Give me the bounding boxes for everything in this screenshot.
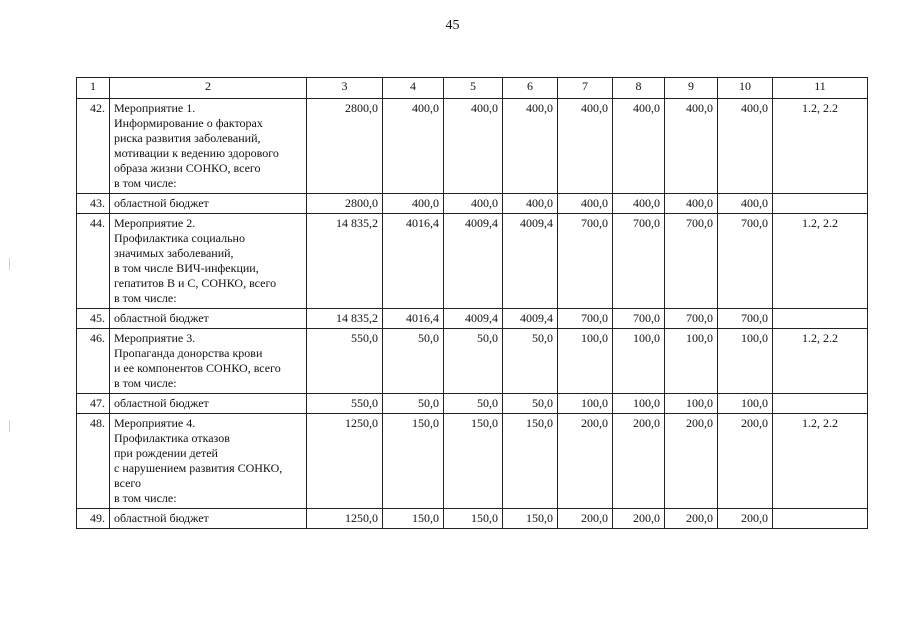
- table-row: [77, 509, 868, 529]
- reference-cell: 1.2, 2.2: [773, 329, 868, 394]
- value-cell: 400,0: [383, 99, 444, 194]
- value-cell: 400,0: [558, 99, 613, 194]
- value-cell: 700,0: [665, 214, 718, 309]
- column-header: 4: [383, 78, 444, 99]
- value-cell: 700,0: [718, 309, 773, 329]
- value-cell: 400,0: [665, 194, 718, 214]
- value-cell: 150,0: [444, 414, 503, 509]
- row-number: 43.: [77, 194, 110, 214]
- value-cell: 1250,0: [307, 414, 383, 509]
- value-cell: 200,0: [613, 509, 665, 529]
- budget-table: [76, 77, 868, 529]
- value-cell: 400,0: [718, 194, 773, 214]
- value-cell: 200,0: [718, 509, 773, 529]
- column-header: 6: [503, 78, 558, 99]
- reference-cell: [773, 309, 868, 329]
- value-cell: 700,0: [558, 309, 613, 329]
- value-cell: 400,0: [665, 99, 718, 194]
- reference-cell: 1.2, 2.2: [773, 214, 868, 309]
- column-header: 8: [613, 78, 665, 99]
- row-number: 49.: [77, 509, 110, 529]
- value-cell: 700,0: [718, 214, 773, 309]
- value-cell: 400,0: [558, 194, 613, 214]
- value-cell: 400,0: [613, 194, 665, 214]
- column-header: 7: [558, 78, 613, 99]
- value-cell: 50,0: [503, 329, 558, 394]
- row-number: 47.: [77, 394, 110, 414]
- table-row: [77, 394, 868, 414]
- row-description: Мероприятие 1. Информирование о факторах риска развития заболеваний, мотивации к ведению здорового образа жизни СОНКО, всего в том числе:: [110, 99, 307, 194]
- reference-cell: 1.2, 2.2: [773, 414, 868, 509]
- page-number: 45: [445, 18, 460, 33]
- value-cell: 150,0: [383, 414, 444, 509]
- value-cell: 4009,4: [444, 309, 503, 329]
- value-cell: 200,0: [613, 414, 665, 509]
- value-cell: 200,0: [665, 414, 718, 509]
- value-cell: 4009,4: [503, 309, 558, 329]
- row-description: Мероприятие 4. Профилактика отказов при рождении детей с нарушением развития СОНКО, всего в том числе:: [110, 414, 307, 509]
- row-description: Мероприятие 3. Пропаганда донорства крови и ее компонентов СОНКО, всего в том числе:: [110, 329, 307, 394]
- column-header: 11: [773, 78, 868, 99]
- table-row: [77, 214, 868, 309]
- column-header: 10: [718, 78, 773, 99]
- reference-cell: [773, 509, 868, 529]
- table-row: [77, 329, 868, 394]
- value-cell: 200,0: [558, 509, 613, 529]
- value-cell: 100,0: [718, 394, 773, 414]
- row-description: Мероприятие 2. Профилактика социально значимых заболеваний, в том числе ВИЧ-инфекции, гепатитов В и С, СОНКО, всего в том числе:: [110, 214, 307, 309]
- value-cell: 700,0: [665, 309, 718, 329]
- value-cell: 200,0: [665, 509, 718, 529]
- value-cell: 100,0: [613, 329, 665, 394]
- table-header-row: [77, 78, 868, 99]
- table-row: [77, 309, 868, 329]
- value-cell: 2800,0: [307, 194, 383, 214]
- value-cell: 150,0: [503, 414, 558, 509]
- column-header: 9: [665, 78, 718, 99]
- value-cell: 400,0: [503, 99, 558, 194]
- value-cell: 100,0: [665, 329, 718, 394]
- column-header: 1: [77, 78, 110, 99]
- value-cell: 100,0: [718, 329, 773, 394]
- table-row: [77, 194, 868, 214]
- value-cell: 50,0: [444, 329, 503, 394]
- value-cell: 150,0: [444, 509, 503, 529]
- value-cell: 100,0: [558, 329, 613, 394]
- value-cell: 14 835,2: [307, 214, 383, 309]
- value-cell: 4009,4: [503, 214, 558, 309]
- value-cell: 400,0: [718, 99, 773, 194]
- value-cell: 200,0: [558, 414, 613, 509]
- value-cell: 400,0: [613, 99, 665, 194]
- value-cell: 200,0: [718, 414, 773, 509]
- value-cell: 50,0: [503, 394, 558, 414]
- value-cell: 700,0: [613, 214, 665, 309]
- scan-mark: [9, 420, 10, 432]
- value-cell: 50,0: [444, 394, 503, 414]
- row-description: областной бюджет: [110, 194, 307, 214]
- reference-cell: [773, 194, 868, 214]
- value-cell: 4016,4: [383, 309, 444, 329]
- scan-mark: [9, 258, 10, 270]
- value-cell: 4016,4: [383, 214, 444, 309]
- value-cell: 400,0: [444, 99, 503, 194]
- table-row: [77, 99, 868, 194]
- table-row: [77, 414, 868, 509]
- column-header: 3: [307, 78, 383, 99]
- value-cell: 1250,0: [307, 509, 383, 529]
- reference-cell: [773, 394, 868, 414]
- value-cell: 100,0: [558, 394, 613, 414]
- value-cell: 550,0: [307, 394, 383, 414]
- value-cell: 400,0: [503, 194, 558, 214]
- row-number: 48.: [77, 414, 110, 509]
- value-cell: 550,0: [307, 329, 383, 394]
- row-description: областной бюджет: [110, 309, 307, 329]
- row-number: 46.: [77, 329, 110, 394]
- value-cell: 700,0: [558, 214, 613, 309]
- row-number: 44.: [77, 214, 110, 309]
- value-cell: 4009,4: [444, 214, 503, 309]
- value-cell: 50,0: [383, 394, 444, 414]
- column-header: 2: [110, 78, 307, 99]
- row-description: областной бюджет: [110, 394, 307, 414]
- value-cell: 2800,0: [307, 99, 383, 194]
- value-cell: 100,0: [613, 394, 665, 414]
- row-number: 45.: [77, 309, 110, 329]
- column-header: 5: [444, 78, 503, 99]
- row-description: областной бюджет: [110, 509, 307, 529]
- value-cell: 150,0: [503, 509, 558, 529]
- value-cell: 14 835,2: [307, 309, 383, 329]
- value-cell: 700,0: [613, 309, 665, 329]
- reference-cell: 1.2, 2.2: [773, 99, 868, 194]
- row-number: 42.: [77, 99, 110, 194]
- value-cell: 400,0: [444, 194, 503, 214]
- value-cell: 50,0: [383, 329, 444, 394]
- value-cell: 400,0: [383, 194, 444, 214]
- value-cell: 150,0: [383, 509, 444, 529]
- value-cell: 100,0: [665, 394, 718, 414]
